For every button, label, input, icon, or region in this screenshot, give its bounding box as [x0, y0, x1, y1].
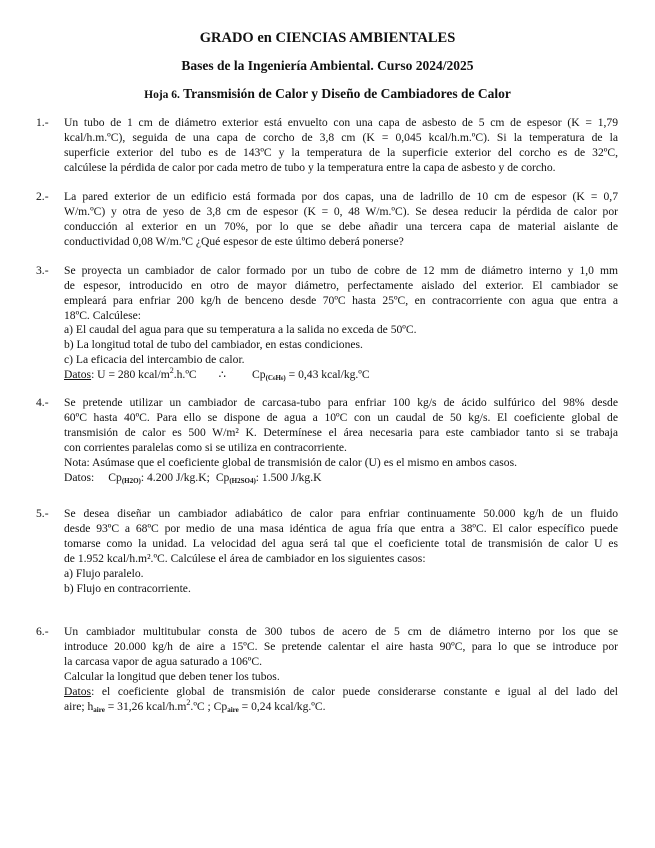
- problem-6-line: Un cambiador multitubular consta de 300 tubos de acero de 5 cm de diámetro interno por los que se: [64, 625, 618, 638]
- data-label: Datos: [64, 685, 92, 698]
- cp-water-symbol: Cp: [108, 471, 122, 484]
- data-u-sup: 2: [169, 366, 174, 376]
- air-h-sup: 2: [186, 698, 191, 708]
- problem-2-line: conductividad 0,08 W/m.ºC ¿Qué espesor de este último deberá ponerse?: [64, 235, 404, 248]
- problem-6-line: introduce 20.000 kg/h de aire a 15ºC. Se pretende calentar el aire hasta 90ºC, para lo que se introduce por: [64, 640, 618, 653]
- cp-acid-subscript: (H2SO4): [229, 477, 256, 485]
- cp-sub-e: ): [283, 374, 286, 382]
- problem-4-line: transmisión de calor es 500 W/m² K. Determínese el área necesaria para este cambiador tanto si se trabaja: [64, 426, 618, 439]
- problem-5-line: tomarse como la unidad. La velocidad del agua será tal que el coeficiente total de transmisión de calor U es: [64, 537, 618, 550]
- cp-water-subscript: (H2O): [121, 477, 141, 485]
- problem-1-line: calcúlese la pérdida de calor por cada metro de tubo y la temperatura entre la capa de asbesto y de corcho.: [64, 161, 556, 174]
- problem-5-line: desde 93ºC a 68ºC por medio de una masa idéntica de agua fría que entra a 38ºC. El calor específico puede: [64, 522, 618, 535]
- problem-6-data-2: [64, 700, 618, 713]
- cp-symbol: Cp: [252, 368, 266, 381]
- problem-3-number: 3.-: [36, 264, 49, 277]
- problem-3-line: 18ºC. Calcúlese:: [64, 309, 142, 322]
- data-label: Datos: [64, 368, 92, 381]
- cp-sub-b: 6: [272, 377, 276, 382]
- cp-water-value: : 4.200 J/kg.K;: [140, 471, 210, 484]
- problem-2-line: conducción al exterior en un 70%, por lo que se debe añadir una tercera capa de material aislante de: [64, 220, 618, 233]
- problem-5-line: de 1.952 kcal/h.m².ºC. Calcúlese el área de cambiador en los siguientes casos:: [64, 552, 426, 565]
- sheet-topic: Transmisión de Calor y Diseño de Cambiadores de Calor: [183, 86, 511, 101]
- problem-4-data: [64, 471, 618, 484]
- air-cp-value: = 0,24 kcal/kg.ºC.: [238, 700, 326, 713]
- problem-4-line: Se pretende utilizar un cambiador de carcasa-tubo para enfriar 100 kg/s de ácido sulfúrico del 98% desde: [64, 396, 618, 409]
- course-title: Bases de la Ingeniería Ambiental. Curso 2024/2025: [181, 58, 474, 73]
- therefore-symbol: ∴: [218, 368, 227, 381]
- data-text: : el coeficiente global de transmisión de calor puede considerarse constante e igual al del lado del: [91, 685, 618, 698]
- cp-acid-symbol: Cp: [215, 471, 230, 484]
- problem-2-line: La pared exterior de un edificio está formada por dos capas, una de ladrillo de 10 cm de espesor (K = 0,7: [64, 190, 618, 203]
- problem-1-line: Un tubo de 1 cm de diámetro exterior está envuelto con una capa de asbesto de 5 cm de espesor (K = 1,79: [64, 116, 618, 129]
- problem-4-note: Nota: Asúmase que el coeficiente global de transmisión de calor (U) es el mismo en ambos casos.: [64, 456, 517, 469]
- problem-3-item: a) El caudal del agua para que su temperatura a la salida no exceda de 50ºC.: [64, 323, 417, 336]
- problem-6-line: la carcasa vapor de agua saturado a 106ºC.: [64, 655, 263, 668]
- problem-3-line: Se proyecta un cambiador de calor formado por un tubo de cobre de 12 mm de diámetro interno y 1,0 mm: [64, 264, 618, 277]
- problem-5-item: a) Flujo paralelo.: [64, 567, 144, 580]
- data-u-end: .h.ºC: [173, 368, 197, 381]
- air-h-subscript: aire: [93, 706, 105, 714]
- cp-sub-c: H: [275, 374, 281, 382]
- cp-value: = 0,43 kcal/kg.ºC: [285, 368, 370, 381]
- problem-6-data: [64, 685, 618, 698]
- air-h-value: = 31,26 kcal/h.m: [104, 700, 187, 713]
- problem-3-item: b) La longitud total de tubo del cambiador, en estas condiciones.: [64, 338, 363, 351]
- cp-subscript: [266, 374, 286, 382]
- problem-2-number: 2.-: [36, 190, 49, 203]
- cp-sub-d: 6: [280, 377, 284, 382]
- problem-1-number: 1.-: [36, 116, 49, 129]
- problem-3-item: c) La eficacia del intercambio de calor.: [64, 353, 245, 366]
- degree-title: GRADO en CIENCIAS AMBIENTALES: [199, 30, 456, 46]
- sheet-number: Hoja 6.: [144, 89, 180, 101]
- cp-acid-value: : 1.500 J/kg.K: [255, 471, 322, 484]
- problem-5-item: b) Flujo en contracorriente.: [64, 582, 191, 595]
- data-u-text: : U = 280 kcal/m: [91, 368, 170, 381]
- problem-4-number: 4.-: [36, 396, 49, 409]
- air-cp-subscript: aire: [227, 706, 239, 714]
- problem-3-data: [64, 368, 618, 381]
- data-prefix: Datos:: [64, 471, 95, 484]
- problem-1-line: kcal/h.m.ºC), seguida de una capa de corcho de 3,8 cm (K = 0,045 kcal/h.m.ºC). Si la temperatura de la: [64, 131, 618, 144]
- air-h-prefix: aire; h: [64, 700, 94, 713]
- problem-4-line: 60ºC hasta 40ºC. Para ello se dispone de agua a 10ºC con un caudal de 50 kg/s. El coeficiente global de: [64, 411, 618, 424]
- problem-6-extra: Calcular la longitud que deben tener los tubos.: [64, 670, 280, 683]
- cp-sub-a: (C: [265, 374, 273, 382]
- problem-5-line: Se desea diseñar un cambiador adiabático de calor para enfriar continuamente 50.000 kg/h de un fluido: [64, 507, 618, 520]
- problem-3-line: empleará para enfriar 200 kg/h de benceno desde 70ºC hasta 25ºC, en contracorriente con agua que entra a: [64, 294, 618, 307]
- problem-6-number: 6.-: [36, 625, 49, 638]
- problem-5-number: 5.-: [36, 507, 49, 520]
- problem-3-line: de espesor, introducido en otro de mayor diámetro, perfectamente aislado del exterior. El cambiador se: [64, 279, 618, 292]
- problem-2-line: W/m.ºC) y otra de yeso de 3,8 cm de espesor (K = 0, 48 W/m.ºC). Se desea reducir la pérdida de calor por: [64, 205, 618, 218]
- air-cp-prefix: .ºC ; Cp: [190, 700, 228, 713]
- problem-1-line: superficie exterior del tubo es de 143ºC y la temperatura de la superficie exterior del corcho es de 32ºC,: [64, 146, 618, 159]
- sheet-title: [0, 86, 655, 102]
- problem-4-line: con corrientes paralelas como si se utiliza en contracorriente.: [64, 441, 347, 454]
